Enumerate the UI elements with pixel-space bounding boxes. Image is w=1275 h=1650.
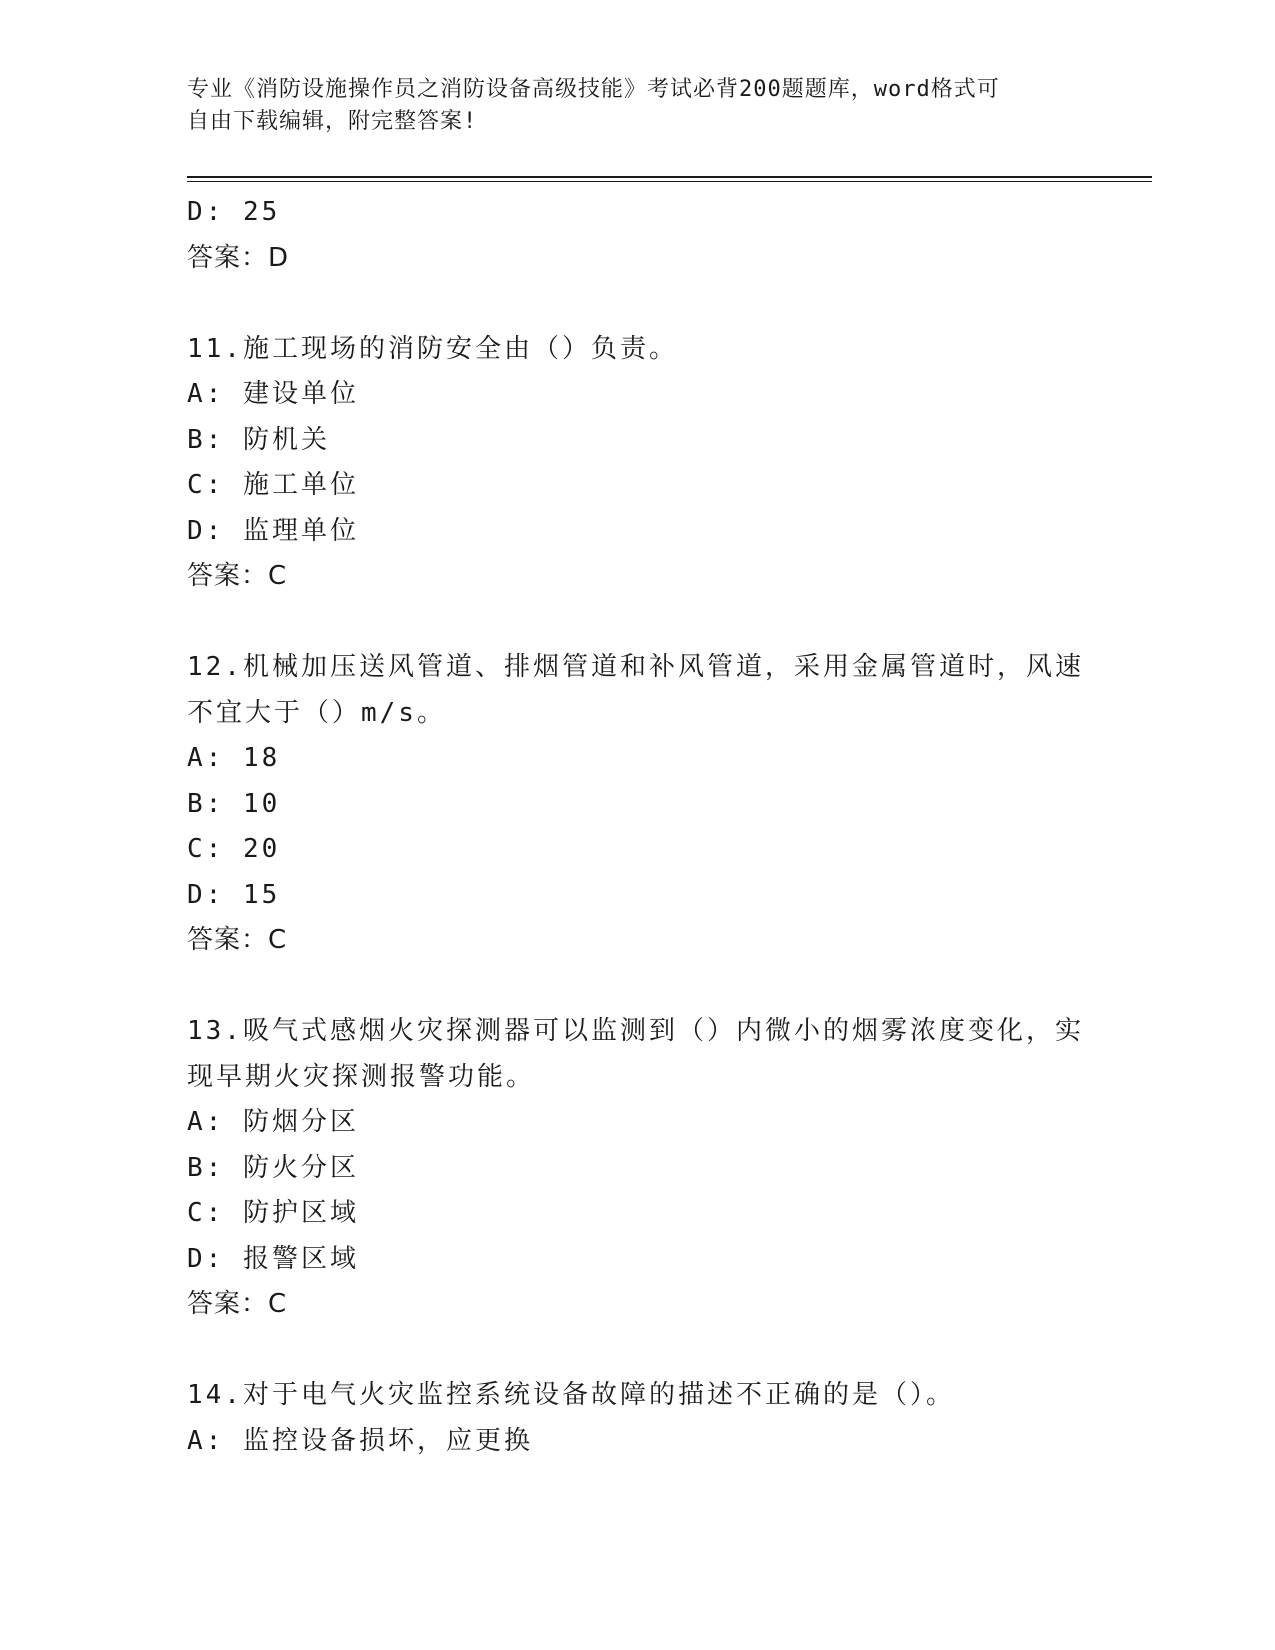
option-c: C: 防护区域 xyxy=(187,1198,359,1228)
spacer xyxy=(187,281,1087,327)
question-stem: 12.机械加压送风管道、排烟管道和补风管道，采用金属管道时，风速 xyxy=(187,652,1084,682)
option-b: B: 防机关 xyxy=(187,424,330,455)
header-divider-thin xyxy=(187,181,1152,182)
spacer xyxy=(187,964,1087,1010)
option-a: A: 监控设备损坏，应更换 xyxy=(187,1425,533,1456)
spacer xyxy=(187,600,1087,646)
answer-line: 答案：C xyxy=(187,925,288,955)
header-line-2: 自由下载编辑，附完整答案! xyxy=(187,109,478,134)
question-stem: 11.施工现场的消防安全由（）负责。 xyxy=(187,333,678,364)
spacer xyxy=(187,1328,1087,1374)
answer-line: 答案：D xyxy=(187,242,290,273)
option-b: B: 防火分区 xyxy=(187,1152,359,1183)
question-stem: 13.吸气式感烟火灾探测器可以监测到（）内微小的烟雾浓度变化，实 xyxy=(187,1016,1084,1046)
option-c: C: 20 xyxy=(187,834,281,864)
question-stem: 14.对于电气火灾监控系统设备故障的描述不正确的是（）。 xyxy=(187,1380,955,1410)
option-b: B: 10 xyxy=(187,788,281,819)
question-block-14 xyxy=(187,1373,1087,1464)
option-a: A: 18 xyxy=(187,743,281,773)
document-header xyxy=(187,74,1067,138)
option-d: D: 15 xyxy=(187,879,281,910)
header-divider-thick xyxy=(187,176,1152,178)
question-stem-continued: 不宜大于（）m/s。 xyxy=(187,697,446,728)
answer-line: 答案：C xyxy=(187,1289,288,1319)
option-c: C: 施工单位 xyxy=(187,470,359,500)
header-line-1: 专业《消防设施操作员之消防设备高级技能》考试必背200题题库，word格式可 xyxy=(187,77,1000,102)
option-a: A: 建设单位 xyxy=(187,379,359,409)
question-block-12 xyxy=(187,645,1087,964)
question-stem-continued: 现早期火灾探测报警功能。 xyxy=(187,1061,536,1092)
question-block-13 xyxy=(187,1009,1087,1328)
option-d: D: 监理单位 xyxy=(187,515,359,546)
option-d: D: 25 xyxy=(187,197,281,227)
option-a: A: 防烟分区 xyxy=(187,1107,359,1137)
document-body xyxy=(187,190,1087,1464)
answer-line: 答案：C xyxy=(187,561,288,591)
option-d: D: 报警区域 xyxy=(187,1243,359,1274)
question-block-11 xyxy=(187,327,1087,600)
